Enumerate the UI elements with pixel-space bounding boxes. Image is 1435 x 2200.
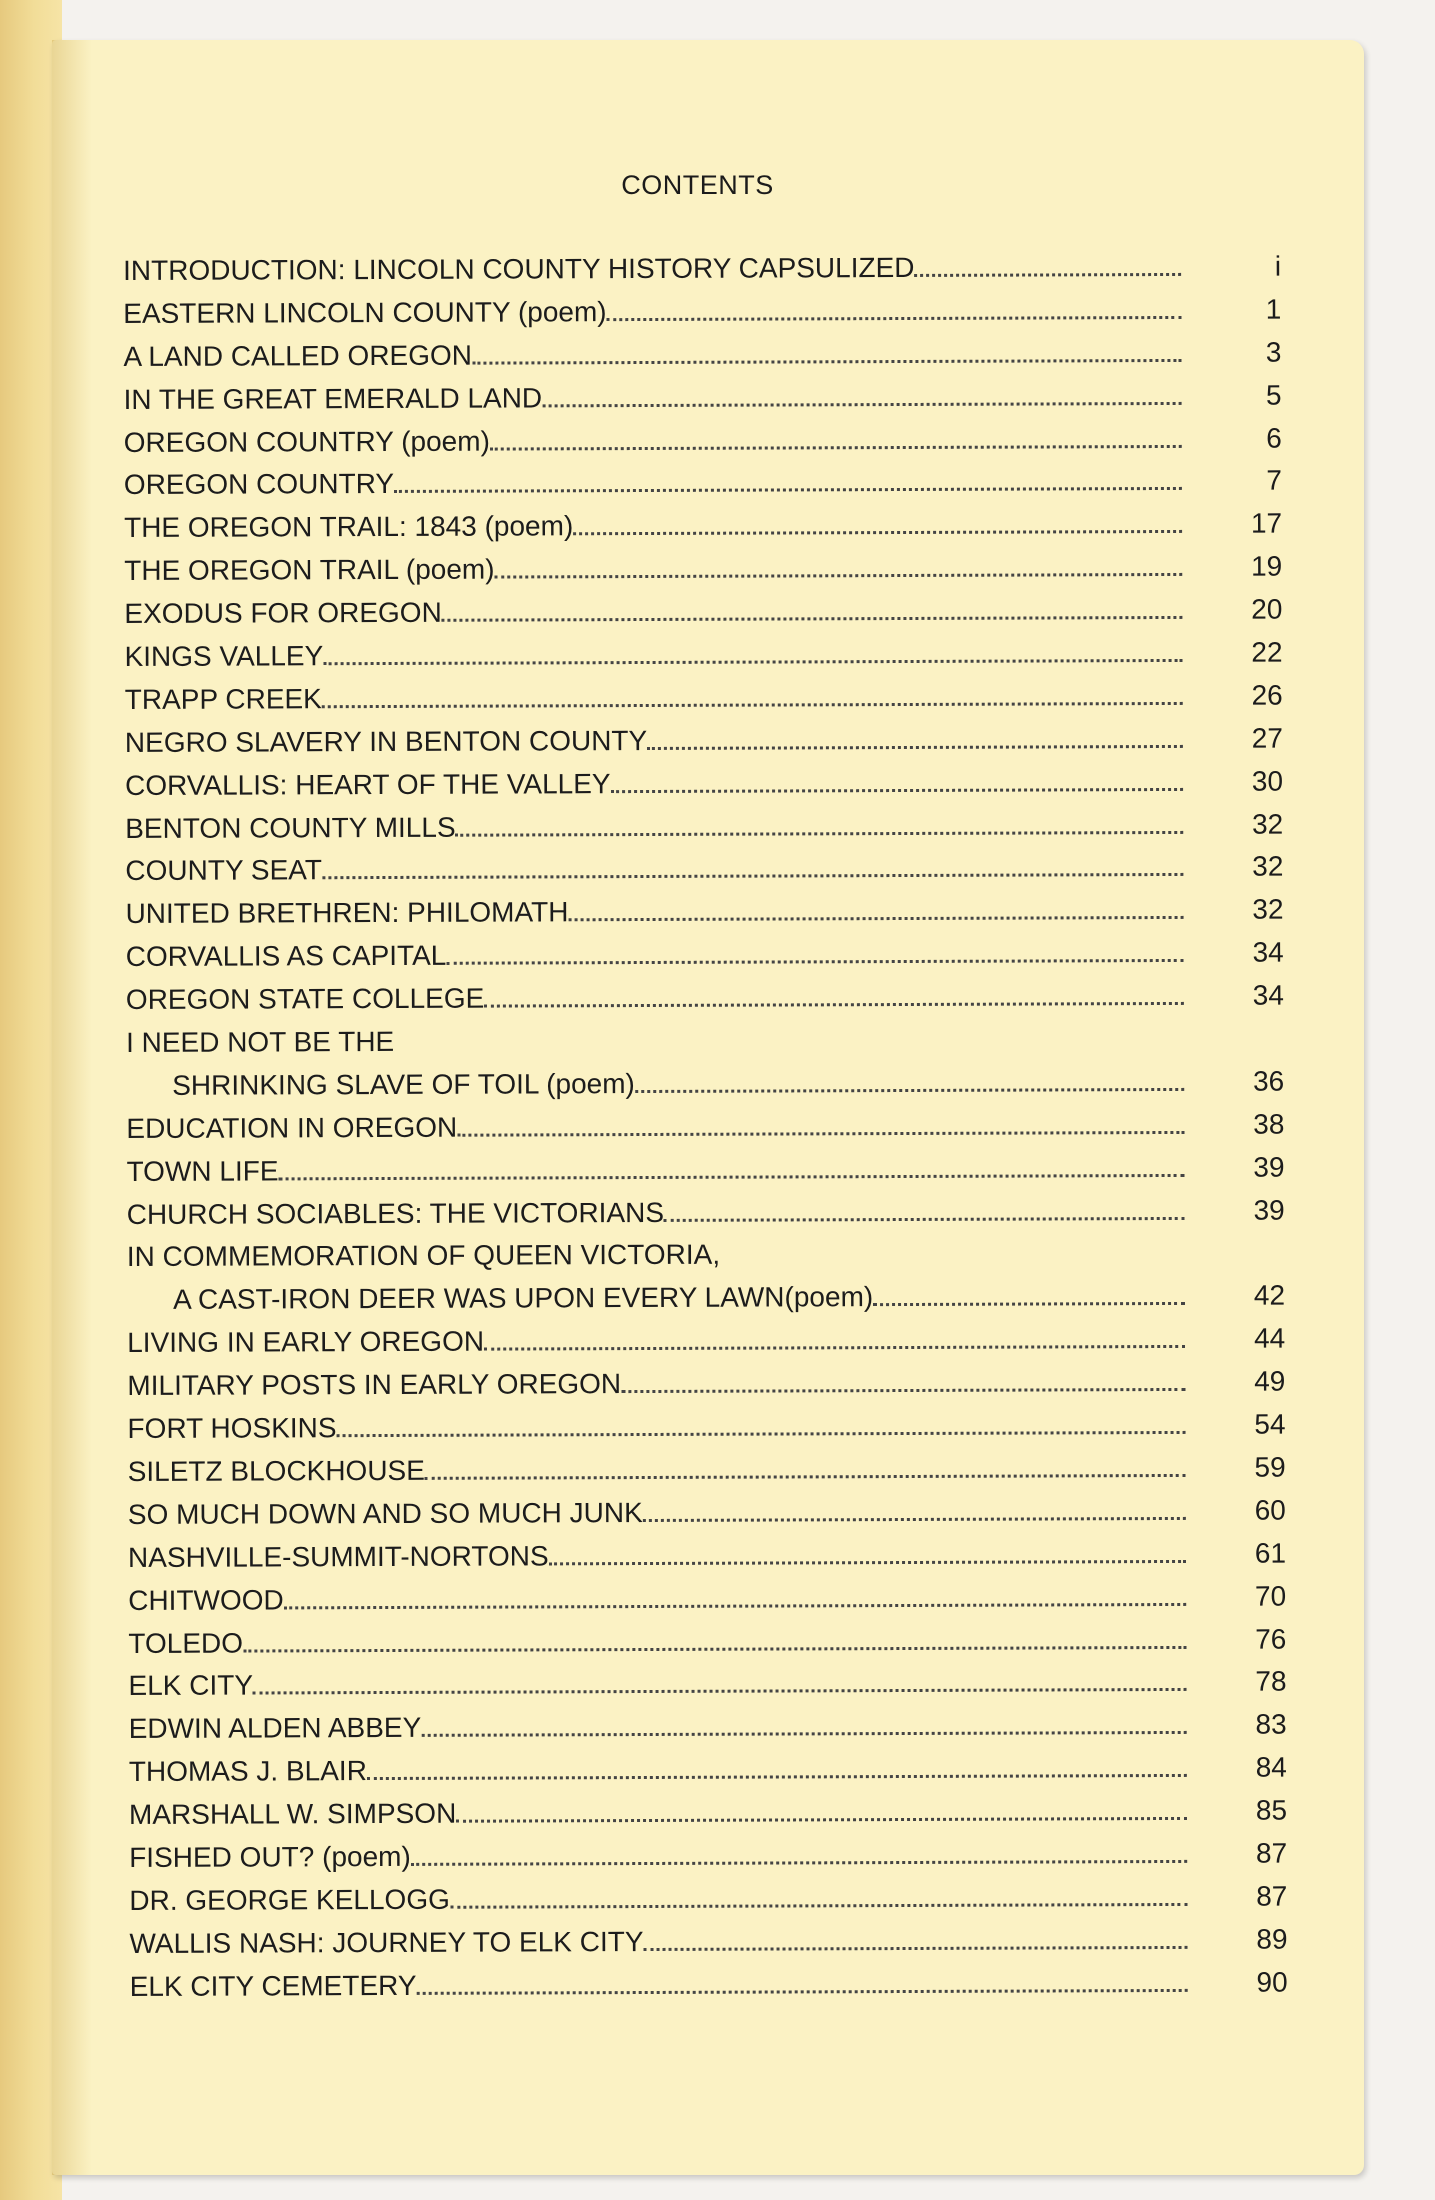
toc-entry [129, 1704, 1287, 1751]
toc-entry-title: INTRODUCTION: LINCOLN COUNTY HISTORY CAPSULIZED [123, 251, 915, 286]
table-of-contents [123, 246, 1288, 2009]
toc-entry [127, 1232, 1285, 1279]
dot-leader [484, 1318, 1225, 1364]
contents-heading: CONTENTS [621, 170, 774, 200]
toc-entry [127, 1361, 1285, 1408]
toc-entry-page-number: 17 [1250, 507, 1283, 540]
toc-entry [125, 674, 1283, 721]
dot-leader [284, 1575, 1227, 1622]
toc-entry-page-number: 42 [1253, 1279, 1286, 1312]
dot-leader [635, 1061, 1225, 1106]
dot-leader [647, 718, 1223, 763]
toc-entry [125, 760, 1283, 807]
dot-leader [621, 1361, 1225, 1406]
dot-leader [411, 1833, 1228, 1879]
dot-leader [610, 761, 1223, 806]
toc-entry-title: NASHVILLE-SUMMIT-NORTONS [127, 1540, 549, 1573]
toc-entry [125, 803, 1283, 850]
toc-entry-title: FORT HOSKINS [127, 1412, 337, 1445]
toc-entry [124, 460, 1282, 507]
toc-entry-page-number: 39 [1253, 1151, 1285, 1183]
dot-leader [457, 1104, 1224, 1150]
toc-entry-page-number: 89 [1256, 1923, 1288, 1955]
toc-entry-title: A CAST-IRON DEER WAS UPON EVERY LAWN(poem) [172, 1281, 874, 1316]
toc-entry-title: OREGON COUNTRY (poem) [123, 425, 490, 458]
toc-entry [127, 1318, 1285, 1365]
toc-entry [126, 1060, 1284, 1107]
toc-entry [123, 246, 1281, 293]
toc-entry-title: OREGON STATE COLLEGE [125, 982, 485, 1016]
toc-entry-title: TOWN LIFE [126, 1155, 279, 1187]
toc-entry-page-number: 44 [1253, 1322, 1286, 1354]
toc-entry-title: ELK CITY CEMETERY [129, 1969, 417, 2002]
dot-leader [367, 1747, 1227, 1793]
dot-leader [394, 460, 1222, 506]
toc-entry-title: BENTON COUNTY MILLS [125, 811, 456, 844]
toc-entry-page-number: 38 [1253, 1108, 1285, 1140]
dot-leader [416, 1962, 1227, 2008]
dot-leader [472, 332, 1222, 378]
toc-entry-page-number: 20 [1251, 593, 1283, 625]
toc-entry-page-number: 22 [1251, 636, 1283, 668]
dot-leader [573, 503, 1222, 548]
toc-entry-title: WALLIS NASH: JOURNEY TO ELK CITY [129, 1925, 644, 1959]
toc-entry-page-number: 60 [1254, 1494, 1286, 1526]
toc-entry-page-number: 19 [1251, 550, 1283, 582]
toc-entry-page-number: 1 [1265, 293, 1282, 325]
toc-entry-title: CHURCH SOCIABLES: THE VICTORIANS [126, 1196, 665, 1230]
toc-entry [125, 717, 1283, 764]
toc-entry [129, 1790, 1287, 1837]
dot-leader [484, 975, 1224, 1021]
toc-entry-title: MILITARY POSTS IN EARLY OREGON [127, 1368, 622, 1402]
toc-entry-title: COUNTY SEAT [125, 854, 322, 887]
toc-entry-page-number: 78 [1255, 1665, 1287, 1698]
toc-entry [128, 1575, 1286, 1622]
toc-entry [130, 1961, 1288, 2008]
toc-entry-title: SO MUCH DOWN AND SO MUCH JUNK [127, 1496, 643, 1530]
toc-entry-page-number: 32 [1252, 893, 1284, 926]
dot-leader [607, 289, 1222, 334]
toc-entry [123, 288, 1281, 335]
toc-entry-title: THE OREGON TRAIL (poem) [124, 553, 495, 587]
toc-entry [124, 546, 1282, 593]
toc-entry-title: UNITED BRETHREN: PHILOMATH [125, 896, 569, 930]
toc-entry-title: IN THE GREAT EMERALD LAND [123, 382, 543, 415]
dot-leader [664, 1189, 1225, 1234]
dot-leader [253, 1661, 1227, 1708]
dot-leader [336, 1404, 1225, 1450]
dot-leader [873, 1275, 1225, 1319]
toc-entry-page-number: 32 [1252, 851, 1284, 883]
toc-entry [129, 1832, 1287, 1879]
dot-leader [278, 1147, 1224, 1194]
toc-entry [124, 632, 1282, 679]
toc-entry [124, 589, 1282, 636]
toc-entry-page-number: 3 [1265, 336, 1282, 368]
toc-entry-page-number: 59 [1254, 1451, 1286, 1483]
toc-entry-page-number: 30 [1251, 765, 1284, 797]
dot-leader [322, 675, 1223, 721]
toc-entry-title: SILETZ BLOCKHOUSE [127, 1454, 425, 1487]
toc-entry [126, 975, 1284, 1022]
toc-entry-title: A LAND CALLED OREGON [123, 339, 473, 372]
dot-leader [494, 546, 1222, 592]
toc-entry-title: MARSHALL W. SIMPSON [128, 1797, 457, 1831]
dot-leader [425, 1447, 1226, 1493]
toc-entry-page-number: 83 [1255, 1708, 1287, 1740]
toc-entry-title: THOMAS J. BLAIR [128, 1755, 367, 1788]
dot-leader [446, 932, 1224, 978]
toc-entry-title: EDWIN ALDEN ABBEY [128, 1712, 422, 1745]
toc-entry [127, 1189, 1285, 1236]
dot-leader [442, 589, 1223, 635]
dot-leader [421, 1704, 1227, 1750]
toc-entry-title: EDUCATION IN OREGON [126, 1111, 458, 1144]
toc-entry-title: I NEED NOT BE THE [125, 1025, 395, 1059]
toc-entry [127, 1404, 1285, 1451]
toc-entry-title: NEGRO SLAVERY IN BENTON COUNTY [124, 724, 648, 758]
dot-leader [450, 1876, 1228, 1922]
dot-leader [456, 1790, 1227, 1836]
toc-entry [126, 1018, 1284, 1065]
toc-entry-page-number: 27 [1251, 722, 1283, 754]
dot-leader [643, 1919, 1227, 1964]
toc-entry [128, 1532, 1286, 1579]
dot-leader [914, 246, 1221, 290]
toc-entry-page-number: 76 [1255, 1623, 1287, 1655]
toc-entry [125, 889, 1283, 936]
toc-entry-title: THE OREGON TRAIL: 1843 (poem) [124, 510, 574, 544]
toc-entry-title: ELK CITY [128, 1669, 254, 1702]
dot-leader [643, 1490, 1226, 1535]
dot-leader [568, 889, 1223, 934]
toc-entry [123, 331, 1281, 378]
toc-entry-page-number: 54 [1254, 1408, 1286, 1440]
toc-entry-page-number: 85 [1255, 1794, 1288, 1826]
dot-leader [490, 417, 1222, 463]
toc-entry [123, 374, 1281, 421]
toc-entry-page-number: 87 [1255, 1837, 1288, 1869]
toc-entry [128, 1489, 1286, 1536]
toc-entry-page-number: 49 [1254, 1365, 1286, 1397]
toc-entry-page-number: 34 [1252, 979, 1284, 1011]
toc-entry-page-number: i [1274, 250, 1282, 282]
toc-entry-page-number: 26 [1251, 679, 1283, 711]
toc-entry [124, 417, 1282, 464]
dot-leader [322, 846, 1224, 892]
toc-entry-page-number: 5 [1265, 379, 1282, 411]
toc-entry-page-number: 32 [1251, 808, 1284, 840]
dot-leader [323, 632, 1222, 678]
toc-entry [124, 503, 1282, 550]
toc-entry [128, 1618, 1286, 1665]
toc-entry [126, 1146, 1284, 1193]
toc-entry-title: FISHED OUT? (poem) [129, 1840, 411, 1873]
toc-entry [129, 1875, 1287, 1922]
toc-entry-title: CORVALLIS AS CAPITAL [125, 940, 447, 973]
toc-entry-page-number: 39 [1253, 1194, 1285, 1226]
toc-entry-page-number: 34 [1252, 936, 1284, 968]
toc-entry-page-number: 87 [1256, 1880, 1288, 1912]
toc-entry [126, 932, 1284, 979]
toc-entry-title: KINGS VALLEY [124, 640, 324, 673]
toc-entry-page-number: 7 [1266, 465, 1282, 497]
toc-entry [126, 1103, 1284, 1150]
toc-entry-title: CORVALLIS: HEART OF THE VALLEY [124, 767, 611, 801]
toc-entry-title: EASTERN LINCOLN COUNTY (poem) [123, 296, 607, 329]
toc-entry-page-number: 90 [1256, 1966, 1288, 1998]
toc-entry [127, 1275, 1285, 1322]
toc-entry-title: LIVING IN EARLY OREGON [127, 1325, 485, 1359]
toc-entry-title: SHRINKING SLAVE OF TOIL (poem) [172, 1067, 635, 1101]
toc-entry-title: DR. GEORGE KELLOGG [129, 1883, 450, 1916]
dot-leader [243, 1618, 1227, 1665]
toc-entry-title: CHITWOOD [128, 1584, 284, 1616]
toc-entry-title: IN COMMEMORATION OF QUEEN VICTORIA, [126, 1239, 721, 1273]
toc-entry-page-number: 61 [1254, 1537, 1287, 1569]
toc-entry-page-number: 6 [1266, 422, 1282, 454]
toc-entry-page-number: 84 [1255, 1751, 1287, 1783]
toc-entry-title: TRAPP CREEK [124, 683, 322, 715]
toc-entry-title: OREGON COUNTRY [123, 468, 395, 501]
toc-entry-title: TOLEDO [128, 1627, 244, 1659]
toc-entry [125, 846, 1283, 893]
dot-leader [542, 375, 1222, 420]
toc-entry [129, 1747, 1287, 1794]
toc-entry [129, 1918, 1287, 1965]
dot-leader [456, 803, 1224, 849]
toc-entry [128, 1661, 1286, 1708]
toc-entry-title: EXODUS FOR OREGON [124, 596, 442, 630]
toc-entry [128, 1446, 1286, 1493]
dot-leader [549, 1533, 1227, 1578]
toc-entry-page-number: 70 [1254, 1580, 1287, 1612]
toc-entry-page-number: 36 [1252, 1065, 1285, 1097]
